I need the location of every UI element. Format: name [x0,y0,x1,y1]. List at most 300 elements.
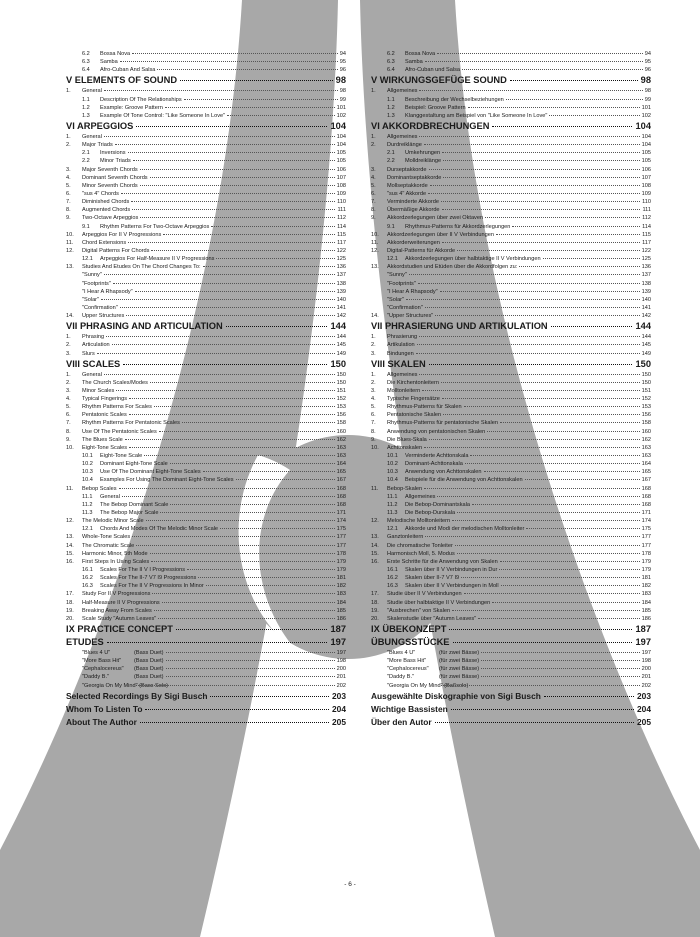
toc-entry-number: 18. [66,599,74,606]
toc-entry-title: Pentatonische Skalen [387,412,442,419]
toc-entry [371,509,651,517]
dot-leader [443,177,639,178]
toc-entry-page: 168 [641,485,651,492]
toc-entry-subnumber: 11.1 [82,493,93,500]
dot-leader [216,258,334,259]
toc-entry [371,112,651,120]
dot-leader [123,364,327,365]
toc-entry-subnumber: 2.2 [82,158,90,165]
toc-entry-page: 125 [336,256,346,263]
toc-entry-title: Minor Seventh Chords [82,182,138,189]
toc-entry-number: 6. [66,190,71,197]
toc-entry-number: 8. [371,428,376,435]
dot-leader [198,577,334,578]
toc-entry-title: Akkordzerlegungen über zwei Oktaven [387,215,484,222]
toc-entry-title: "sus 4" Chords [82,190,119,197]
toc-entry-page: 168 [336,485,346,492]
toc-heading [66,358,346,371]
toc-entry-page: 202 [641,682,651,689]
toc-entry-page: 177 [336,542,346,549]
toc-entry-title: "Blues 4 U" [387,650,416,656]
toc-entry-page: 167 [641,477,651,484]
toc-entry-title: Arpeggios For Half-Measure II V Progressions [100,256,215,263]
toc-entry-title: Chords And Modes Of The Melodic Minor Scale [100,526,219,533]
toc-entry [371,411,651,419]
dot-leader [132,209,335,210]
toc-entry-page: 105 [641,150,651,157]
dot-leader [154,406,335,407]
toc-entry-title: "Sunny" [82,272,102,279]
dot-leader [150,553,335,554]
dot-leader [101,299,335,300]
toc-entry [371,673,651,681]
toc-entry-page: 151 [641,387,651,394]
toc-heading-page: 205 [332,716,346,727]
toc-entry [371,558,651,566]
toc-entry-page: 122 [336,247,346,254]
dot-leader [419,374,639,375]
toc-entry-page: 140 [641,296,651,303]
dot-leader [501,585,640,586]
toc-entry-page: 168 [336,493,346,500]
toc-entry-page: 179 [641,567,651,574]
toc-entry-title: Digital-Patterns für Akkorde [387,247,456,254]
dot-leader [146,520,335,521]
toc-entry-title: Dominant Seventh Chords [82,174,148,181]
toc-entry [66,501,346,509]
toc-heading-text: VI AKKORDBRECHUNGEN [371,120,490,131]
toc-entry-page: 163 [641,444,651,451]
toc-entry [66,574,346,582]
toc-entry-number: 4. [66,174,71,181]
toc-entry [66,247,346,255]
dot-leader [132,536,334,537]
toc-entry-title: Skalen über II-7 V7 I9 [405,575,460,582]
toc-entry-number: 6. [66,412,71,419]
dot-leader [184,99,338,100]
toc-heading [66,690,346,703]
toc-entry-title: "Daddy B." [387,674,414,681]
toc-entry-title: Beispiel: Groove Pattern [405,104,466,111]
toc-heading-page: 203 [332,690,346,701]
toc-heading [66,623,346,636]
toc-entry-number: 3. [66,387,71,394]
toc-entry [66,350,346,358]
toc-entry [66,436,346,444]
dot-leader [481,668,640,669]
dot-leader [416,353,640,354]
toc-entry-number: 10. [371,444,379,451]
toc-entry-number: 14. [66,542,74,549]
toc-heading-text: VII PHRASING AND ARTICULATION [66,321,223,332]
toc-entry [371,288,651,296]
toc-entry-title: Afro-Cuban und Salsa [405,67,461,74]
toc-entry-number: 2. [66,342,71,349]
dot-leader [457,512,640,513]
toc-entry-title: Description Of The Relationships [100,96,182,103]
toc-entry-page: 142 [336,313,346,320]
toc-entry-title: Beispiele für die Anwendung von Achttonskalen [405,477,523,484]
toc-entry [66,452,346,460]
dot-leader [140,169,335,170]
toc-entry-title: Dominant-Achttonskala [405,461,463,468]
toc-entry-page: 144 [336,334,346,341]
toc-entry [371,517,651,525]
toc-entry-title: Dominant Eight-Tone Scale [100,461,168,468]
toc-entry [66,493,346,501]
toc-entry-page: 111 [337,207,346,214]
toc-entry-page: 150 [336,371,346,378]
toc-entry-number: 1. [66,371,71,378]
toc-entry-title: Allgemeines [387,371,418,378]
toc-heading-text: ETUDES [66,637,104,647]
dot-leader [129,447,335,448]
toc-entry-number: 2. [371,342,376,349]
toc-entry-number: 14. [371,542,379,549]
dot-leader [551,326,633,327]
toc-heading-page: 104 [635,120,651,131]
dot-leader [435,315,639,316]
toc-entry-page: 160 [641,428,651,435]
toc-entry-title: "Cephalocereus" [387,666,429,673]
dot-leader [170,463,335,464]
toc-entry-title: Examples For Using The Dominant Eight-Tone Scales [100,477,234,484]
dot-leader [133,160,335,161]
dot-leader [136,126,327,127]
toc-heading [66,716,346,729]
toc-entry-title: General [82,88,102,95]
toc-entry-page: 96 [339,67,346,74]
toc-entry-number: 7. [66,420,71,427]
toc-entry [371,141,651,149]
toc-entry-page: 150 [336,379,346,386]
dot-leader [472,504,640,505]
toc-entry [371,371,651,379]
dot-leader [452,520,640,521]
toc-entry-number: 1. [66,334,71,341]
toc-entry [371,206,651,214]
toc-entry-subnumber: 16.3 [387,583,398,590]
toc-entry [66,371,346,379]
toc-heading [371,703,651,716]
dot-leader [129,414,335,415]
toc-entry [371,419,651,427]
toc-entry-number: 19. [371,607,379,614]
toc-entry-page: 145 [641,342,651,349]
toc-entry-title: "Upper Structures" [387,313,434,320]
toc-entry-page: 114 [642,223,651,230]
toc-entry-number: 1. [66,133,71,140]
toc-heading-text: VII PHRASIERUNG UND ARTIKULATION [371,321,548,332]
toc-entry-subnumber: 6.2 [82,51,90,57]
toc-entry-page: 150 [641,379,651,386]
toc-entry-number: 1. [371,334,376,341]
toc-entry-page: 197 [336,650,346,656]
toc-entry-page: 183 [336,591,346,598]
toc-entry-page: 108 [336,182,346,189]
toc-entry [66,198,346,206]
toc-heading-text: About The Author [66,716,137,727]
dot-leader [145,709,329,710]
toc-entry [371,157,651,165]
toc-entry-note: (für zwei Bässe) [439,658,480,665]
toc-entry-title: Die Kirchentonleitern [387,379,439,386]
toc-heading [371,623,651,636]
dot-leader [424,447,640,448]
toc-entry-page: 107 [336,174,346,181]
toc-heading-page: 104 [330,120,346,131]
toc-entry [66,682,346,690]
toc-entry-page: 138 [336,280,346,287]
toc-entry-number: 9. [371,436,376,443]
dot-leader [500,561,640,562]
toc-entry [66,149,346,157]
dot-leader [210,696,329,697]
toc-entry-title: Inversions [100,150,126,157]
toc-entry-subnumber: 11.3 [387,510,398,517]
toc-entry-number: 8. [66,207,71,214]
toc-entry-number: 5. [66,404,71,411]
toc-entry-title: The Melodic Minor Scale [82,518,144,525]
dot-leader [163,234,335,235]
dot-leader [150,382,335,383]
dot-leader [464,406,640,407]
toc-entry [371,304,651,312]
dot-leader [112,344,335,345]
toc-entry [66,673,346,681]
dot-leader [442,398,640,399]
toc-entry [371,149,651,157]
toc-entry-title: Rhythmus-Patterns für Akkordzerlegungen [405,223,511,230]
toc-entry-title: Mollseptakkorde [387,182,428,189]
toc-entry-number: 10. [371,231,379,238]
dot-leader [166,668,335,669]
toc-entry-number: 1. [66,88,71,95]
page-number: - 6 - [344,881,356,888]
dot-leader [236,479,335,480]
toc-entry-number: 4. [371,396,376,403]
toc-entry [371,566,651,574]
dot-leader [430,185,640,186]
toc-entry-title: "sus 4" Akkorde [387,190,427,197]
dot-leader [457,250,640,251]
toc-entry-subnumber: 10.4 [387,477,398,484]
dot-leader [132,53,338,54]
toc-entry [371,312,651,320]
toc-heading [66,120,346,133]
toc-entry-page: 141 [641,304,651,311]
toc-entry-title: Eight-Tone Scale [100,453,143,460]
toc-entry [66,395,346,403]
toc-heading-page: 144 [330,321,346,332]
toc-entry-title: Two-Octave Arpeggios [82,215,139,222]
toc-entry-title: Skalen über II V Verbindungen in Dur [405,567,498,574]
dot-leader [425,307,640,308]
toc-entry-title: Umkehrungen [405,150,441,157]
toc-entry-page: 107 [641,174,651,181]
toc-entry [66,387,346,395]
toc-entry [371,271,651,279]
toc-entry-title: The Blues Scale [82,436,123,443]
toc-heading-page: 187 [635,624,651,634]
toc-entry [371,533,651,541]
toc-entry-page: 102 [641,112,651,119]
toc-entry-number: 14. [371,313,379,320]
dot-leader [462,69,643,70]
toc-entry [66,525,346,533]
toc-entry-number: 4. [371,174,376,181]
toc-entry-subnumber: 10.3 [387,469,398,476]
toc-entry-page: 150 [641,371,651,378]
toc-entry-title: Bossa Nova [100,51,131,57]
toc-entry-number: 11. [66,239,74,246]
toc-entry-page: 165 [336,469,346,476]
toc-heading-page: 203 [637,690,651,701]
toc-entry-page: 101 [336,104,346,111]
dot-leader [424,144,640,145]
toc-entry-title: Die Bebop-Dominantskala [405,501,470,508]
toc-entry-number: 3. [66,350,71,357]
toc-entry-number: 5. [371,404,376,411]
toc-entry-page: 109 [336,190,346,197]
dot-leader [461,577,640,578]
toc-entry [66,96,346,104]
toc-entry [66,296,346,304]
toc-entry-title: The Bebop Dominant Scale [100,501,169,508]
toc-entry-title: Beschreibung der Wechselbeziehungen [405,96,504,103]
toc-entry-page: 94 [339,51,346,57]
toc-entry [66,476,346,484]
toc-entry [371,214,651,222]
toc-entry-title: Bebop Scales [82,485,117,492]
toc-entry [66,263,346,271]
toc-entry-note: (Bass Duet) [134,650,164,656]
toc-entry [371,341,651,349]
toc-entry-title: Klanggestaltung am Beispiel von "Like Someone In Love" [405,112,548,119]
dot-leader [437,496,639,497]
toc-entry-number: 10. [66,444,74,451]
toc-entry-subnumber: 1.1 [82,96,90,103]
toc-entry [66,255,346,263]
toc-entry-number: 3. [371,166,376,173]
toc-entry [371,280,651,288]
toc-entry-number: 3. [66,166,71,173]
toc-heading-page: 144 [635,321,651,332]
toc-entry-title: Arpeggios For II V Progressions [82,231,162,238]
toc-entry-page: 152 [336,396,346,403]
dot-leader [429,169,640,170]
toc-entry-page: 181 [336,575,346,582]
toc-entry-title: Durdreiklänge [387,142,422,149]
toc-entry-title: Scale Study "Autumn Leaves" [82,615,157,622]
toc-entry-title: Major Seventh Chords [82,166,138,173]
toc-entry-page: 95 [339,59,346,66]
toc-entry-page: 184 [641,599,651,606]
toc-entry [66,615,346,623]
toc-entry-page: 174 [641,518,651,525]
toc-entry [371,166,651,174]
toc-entry [66,517,346,525]
toc-heading-text: Über den Autor [371,716,432,727]
toc-entry-number: 1. [371,371,376,378]
dot-leader [104,274,335,275]
dot-leader [470,455,639,456]
toc-entry-title: Skalen über II V Verbindungen in Moll [405,583,499,590]
toc-entry [371,476,651,484]
toc-entry-page: 200 [641,666,651,673]
toc-entry-page: 140 [336,296,346,303]
toc-entry [371,198,651,206]
toc-entry [66,411,346,419]
toc-heading-text: VIII SCALES [66,358,121,369]
toc-entry-title: The Bebop Major Scale [100,510,159,517]
toc-entry-number: 9. [371,215,376,222]
toc-entry-number: 2. [66,379,71,386]
dot-leader [227,115,335,116]
toc-entry-number: 13. [66,534,74,541]
toc-entry [371,247,651,255]
toc-entry [66,419,346,427]
toc-entry-title: Slurs [82,350,95,357]
toc-entry-number: 8. [66,428,71,435]
toc-entry-page: 179 [641,558,651,565]
toc-entry-number: 12. [66,518,74,525]
dot-leader [104,374,335,375]
toc-entry-title: Upper Structures [82,313,125,320]
toc-entry [66,231,346,239]
toc-entry [66,468,346,476]
dot-leader [122,496,335,497]
dot-leader [452,610,640,611]
toc-entry-page: 181 [641,575,651,582]
toc-entry-number: 9. [66,215,71,222]
toc-entry [66,403,346,411]
dot-leader [106,336,335,337]
toc-entry-subnumber: 1.2 [387,104,395,111]
toc-entry [371,493,651,501]
dot-leader [128,152,335,153]
toc-entry-number: 5. [66,182,71,189]
toc-entry-title: Melodische Molltonleitern [387,518,451,525]
toc-entry [371,239,651,247]
dot-leader [158,618,334,619]
toc-entry-subnumber: 12.1 [82,526,93,533]
toc-entry-page: 111 [642,207,651,214]
toc-entry-subnumber: 6.3 [82,59,90,66]
toc-entry-page: 115 [642,231,651,238]
toc-entry [371,231,651,239]
toc-entry-page: 202 [336,682,346,689]
toc-entry-page: 200 [336,666,346,673]
dot-leader [549,115,639,116]
toc-heading-text: V WIRKUNGSGEFÜGE SOUND [371,75,507,86]
toc-entry [371,582,651,590]
dot-leader [478,618,639,619]
dot-leader [135,291,335,292]
toc-entry [371,255,651,263]
toc-entry-page: 145 [336,342,346,349]
toc-entry-note: (für zwei Bässe) [439,666,480,673]
toc-entry-subnumber: 1.2 [82,104,90,111]
toc-entry-page: 137 [641,272,651,279]
toc-entry-title: Molldreiklänge [405,158,442,165]
toc-entry-page: 139 [336,288,346,295]
toc-entry-subnumber: 12.1 [82,256,93,263]
toc-entry-title: Example Of Tone Control: "Like Someone In Love" [100,112,226,119]
toc-entry-title: Erste Schritte für die Anwendung von Skalen [387,558,498,565]
toc-entry-subnumber: 2.1 [82,150,90,157]
toc-entry-title: Durseptakkorde [387,166,427,173]
